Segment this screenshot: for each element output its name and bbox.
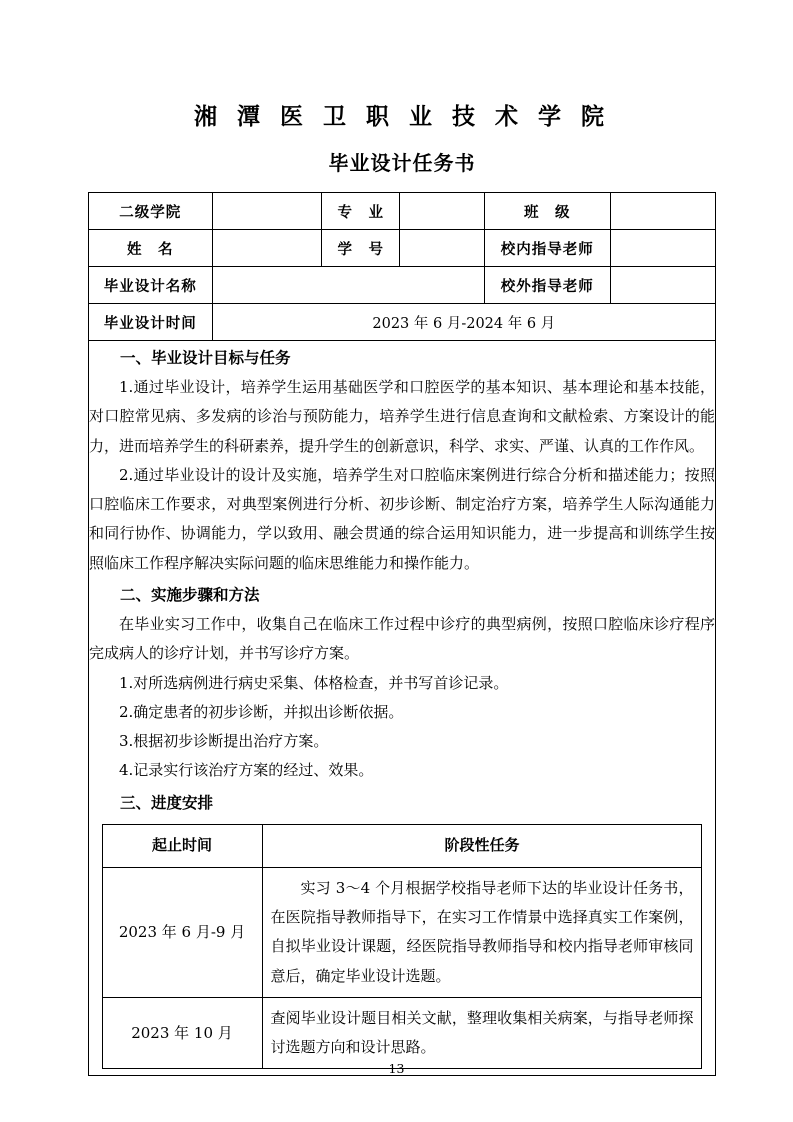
section-heading-3: 三、进度安排 — [120, 792, 214, 812]
table-row — [89, 341, 716, 1076]
label-internal-advisor: 校内指导老师 — [484, 230, 610, 267]
table-row — [89, 304, 716, 341]
label-design-period: 毕业设计时间 — [89, 304, 213, 341]
field-design-title[interactable] — [212, 267, 484, 304]
column-header-task: 阶段性任务 — [262, 824, 702, 867]
section-heading-1: 一、毕业设计目标与任务 — [120, 348, 291, 367]
section-heading-2: 二、实施步骤和方法 — [120, 584, 260, 604]
section-paragraph: 1.通过毕业设计，培养学生运用基础医学和口腔医学的基本知识、基本理论和基本技能，对口腔常见病、多发病的诊治与预防能力，培养学生进行信息查询和文献检索、方案设计的能力，进而培养学生的科研素养，提升学生的创新意识，科学、求实、严谨、认真的工作作风。 — [89, 378, 715, 455]
column-header-time: 起止时间 — [102, 824, 262, 867]
schedule-task: 实习 3～4 个月根据学校指导老师下达的毕业设计任务书，在医院指导教师指导下，在实习工作情景中选择真实工作案例，自拟毕业设计课题，经医院指导教师指导和校内指导老师审核同意后，确定毕业设计选题。 — [262, 867, 702, 997]
table-row — [89, 267, 716, 304]
label-design-title: 毕业设计名称 — [89, 267, 213, 304]
section-paragraph: 3.根据初步诊断提出治疗方案。 — [119, 732, 329, 751]
section-paragraph: 在毕业实习工作中，收集自己在临床工作过程中诊疗的典型病例，按照口腔临床诊疗程序完成病人的诊疗计划，并书写诊疗方案。 — [89, 615, 715, 663]
section-paragraph: 2.通过毕业设计的设计及实施，培养学生对口腔临床案例进行综合分析和描述能力；按照口腔临床工作要求，对典型案例进行分析、初步诊断、制定治疗方案，培养学生人际沟通能力和同行协作、协调能力，学以致用、融会贯通的综合运用知识能力，进一步提高和训练学生按照临床工作程序解决实际问题的临床思维能力和操作能力。 — [89, 465, 715, 572]
field-name[interactable] — [212, 230, 322, 267]
page-number: 13 — [388, 1061, 405, 1076]
section-paragraph: 2.确定患者的初步诊断，并拟出诊断依据。 — [119, 702, 404, 721]
field-secondary-college[interactable] — [212, 193, 322, 230]
schedule-time: 2023 年 10 月 — [102, 997, 262, 1069]
field-major[interactable] — [400, 193, 485, 230]
page-subtitle: 毕业设计任务书 — [328, 151, 476, 175]
field-class[interactable] — [610, 193, 715, 230]
label-name: 姓 名 — [89, 230, 213, 267]
field-internal-advisor[interactable] — [610, 230, 715, 267]
field-design-period: 2023 年 6 月-2024 年 6 月 — [212, 304, 715, 341]
section-paragraph: 4.记录实行该治疗方案的经过、效果。 — [119, 761, 374, 780]
document-content — [88, 88, 716, 1076]
table-row — [102, 997, 702, 1069]
schedule-task: 查阅毕业设计题目相关文献，整理收集相关病案，与指导老师探讨选题方向和设计思路。 — [262, 997, 702, 1069]
schedule-time: 2023 年 6 月-9 月 — [102, 867, 262, 997]
info-table — [88, 192, 716, 1076]
label-external-advisor: 校外指导老师 — [484, 267, 610, 304]
label-major: 专 业 — [322, 193, 400, 230]
field-external-advisor[interactable] — [610, 267, 715, 304]
table-row — [89, 193, 716, 230]
page-title: 湘 潭 医 卫 职 业 技 术 学 院 — [193, 103, 611, 130]
table-header-row — [102, 824, 702, 867]
section-paragraph: 1.对所选病例进行病史采集、体格检查，并书写首诊记录。 — [119, 673, 509, 692]
label-secondary-college: 二级学院 — [89, 193, 213, 230]
table-row — [89, 230, 716, 267]
field-student-id[interactable] — [400, 230, 485, 267]
section-goals — [89, 341, 716, 1076]
table-row — [102, 867, 702, 997]
label-student-id: 学 号 — [322, 230, 400, 267]
label-class: 班 级 — [484, 193, 610, 230]
schedule-table — [102, 824, 703, 1070]
